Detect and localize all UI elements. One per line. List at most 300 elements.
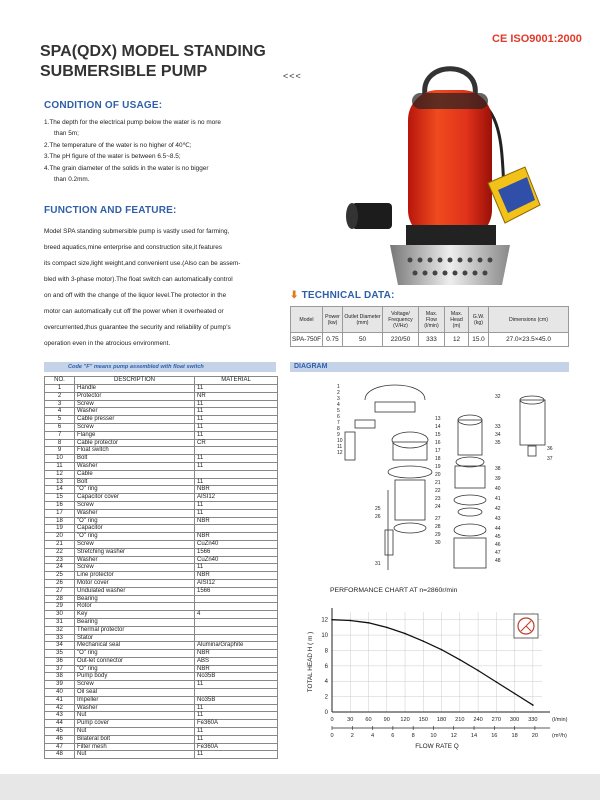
table-row	[45, 751, 278, 759]
cell: 11	[45, 462, 75, 470]
table-row	[45, 462, 278, 470]
diagram-part-label: 5	[337, 408, 340, 414]
cell: Screw	[75, 540, 195, 548]
cell: Screw	[75, 423, 195, 431]
cell: 4	[195, 611, 278, 619]
unit-label-lmin: (l/min)	[552, 717, 568, 723]
cell: Bolt	[75, 478, 195, 486]
cell: 11	[195, 400, 278, 408]
cell: 14	[45, 486, 75, 494]
diagram-heading: DIAGRAM	[290, 362, 569, 372]
table-row	[45, 533, 278, 541]
cell: 32	[45, 626, 75, 634]
cell: 31	[45, 618, 75, 626]
diagram-part-label: 44	[495, 526, 501, 532]
diagram-part-label: 25	[375, 506, 381, 512]
cell: 1566	[195, 587, 278, 595]
table-row	[45, 603, 278, 611]
cell: 35	[45, 650, 75, 658]
diagram-part-label: 34	[495, 432, 501, 438]
diagram-part-label: 43	[495, 516, 501, 522]
x-tick-label: 330	[528, 717, 538, 723]
table-row	[45, 447, 278, 455]
cell: Screw	[75, 400, 195, 408]
cell: 11	[195, 423, 278, 431]
cell: Nut	[75, 712, 195, 720]
cell: 27.0×23.5×45.0	[489, 333, 569, 347]
function-line: bled with 3-phase motor).The float switch can automatically control	[44, 276, 233, 283]
cell: Nut	[75, 728, 195, 736]
cell: 2	[45, 392, 75, 400]
table-row	[45, 704, 278, 712]
diagram-part-label: 15	[435, 432, 441, 438]
x-tick-label: 0	[330, 717, 334, 723]
table-row	[45, 408, 278, 416]
cell: 29	[45, 603, 75, 611]
function-line: motor can automatically cut off the power when it overheated or	[44, 308, 224, 315]
cell: 6	[45, 423, 75, 431]
data-point	[514, 693, 516, 695]
cell	[195, 626, 278, 634]
cell: 25	[45, 572, 75, 580]
cell: Bearing	[75, 618, 195, 626]
cell: CuZn40	[195, 556, 278, 564]
cell: 11	[195, 735, 278, 743]
table-row	[45, 673, 278, 681]
data-point	[331, 619, 333, 621]
table-row	[45, 626, 278, 634]
x-tick-label-m3h: 12	[450, 733, 457, 739]
diagram-part-label: 8	[337, 426, 340, 432]
col-header: Power (kw)	[323, 307, 343, 333]
table-row	[45, 595, 278, 603]
table-row	[45, 634, 278, 642]
cell: Alumina/Graphite	[195, 642, 278, 650]
cell: 45	[45, 728, 75, 736]
cell: "O" ring	[75, 650, 195, 658]
cell: 19	[45, 525, 75, 533]
x-tick-label: 210	[455, 717, 465, 723]
cell: Stator	[75, 634, 195, 642]
cell: 18	[45, 517, 75, 525]
table-row	[45, 696, 278, 704]
cell: 11	[195, 478, 278, 486]
diagram-part-label: 7	[337, 420, 340, 426]
diagram-part-label: 32	[495, 394, 501, 400]
cell: 23	[45, 556, 75, 564]
data-point	[386, 627, 388, 629]
x-tick-label: 270	[491, 717, 502, 723]
function-line: breed aquatics,mine enterprise and construction site,it features	[44, 244, 222, 251]
parts-table	[44, 376, 278, 759]
data-point	[349, 620, 351, 622]
cell: 11	[195, 462, 278, 470]
diagram-part-label: 28	[435, 524, 441, 530]
cell: 11	[195, 416, 278, 424]
table-row	[45, 517, 278, 525]
cell	[195, 595, 278, 603]
cell: 37	[45, 665, 75, 673]
diagram-part-label: 40	[495, 486, 501, 492]
diagram-part-label: 41	[495, 496, 501, 502]
cell: 27	[45, 587, 75, 595]
cell	[195, 447, 278, 455]
y-tick-label: 2	[324, 694, 328, 701]
diagram-part-label: 31	[375, 561, 381, 567]
col-header: Dimensions (cm)	[489, 307, 569, 333]
cell: 16	[45, 501, 75, 509]
cell: 33	[45, 634, 75, 642]
cell: 38	[45, 673, 75, 681]
x-tick-label-m3h: 14	[470, 733, 478, 739]
cell: 30	[45, 611, 75, 619]
table-row	[45, 392, 278, 400]
cell: 11	[195, 704, 278, 712]
cell: Line protector	[75, 572, 195, 580]
cell: 22	[45, 548, 75, 556]
cell: Capacitor cover	[75, 494, 195, 502]
cell: 20	[45, 533, 75, 541]
diagram-part-label: 45	[495, 534, 501, 540]
cell: 7	[45, 431, 75, 439]
arrow-down-icon: ⬇	[290, 290, 299, 301]
function-line: operation even in the atrocious environment.	[44, 340, 171, 347]
diagram-part-label: 11	[337, 444, 343, 450]
table-row	[45, 548, 278, 556]
data-point	[441, 649, 443, 651]
cell: 39	[45, 681, 75, 689]
table-row	[45, 385, 278, 393]
table-row	[45, 587, 278, 595]
cell: ABS	[195, 657, 278, 665]
cell: CuZn40	[195, 540, 278, 548]
diagram-part-label: 27	[435, 516, 441, 522]
cell: 12	[45, 470, 75, 478]
table-row	[45, 728, 278, 736]
condition-heading: CONDITION OF USAGE:	[44, 100, 163, 111]
cell	[195, 470, 278, 478]
cell: 5	[45, 416, 75, 424]
y-tick-label: 4	[324, 679, 328, 686]
diagram-part-label: 16	[435, 440, 441, 446]
table-row	[45, 486, 278, 494]
y-tick-label: 6	[324, 663, 328, 670]
function-heading: FUNCTION AND FEATURE:	[44, 205, 177, 216]
table-row	[45, 720, 278, 728]
cell: "O" ring	[75, 517, 195, 525]
cell: 42	[45, 704, 75, 712]
cell: 11	[195, 385, 278, 393]
tech-heading-label: TECHNICAL DATA:	[301, 290, 395, 301]
table-row	[45, 439, 278, 447]
cell	[195, 618, 278, 626]
diagram-part-label: 3	[337, 396, 340, 402]
table-row	[45, 494, 278, 502]
cell: Cable	[75, 470, 195, 478]
diagram-part-label: 18	[435, 456, 441, 462]
table-header-row	[45, 377, 278, 385]
table-row	[45, 735, 278, 743]
cell: 3	[45, 400, 75, 408]
cell: 11	[195, 408, 278, 416]
pump-product-image	[330, 55, 570, 290]
x-tick-label: 240	[473, 717, 483, 723]
cell	[195, 634, 278, 642]
table-row	[45, 642, 278, 650]
cell: AISI12	[195, 579, 278, 587]
technical-data-table	[290, 306, 569, 347]
table-row	[45, 400, 278, 408]
cell: Protector	[75, 392, 195, 400]
cell: 11	[195, 712, 278, 720]
cell: 48	[45, 751, 75, 759]
cell: Washer	[75, 462, 195, 470]
cell: Screw	[75, 681, 195, 689]
cell: Rotor	[75, 603, 195, 611]
diagram-part-label: 46	[495, 542, 501, 548]
diagram-part-label: 20	[435, 472, 441, 478]
cell: 11	[195, 501, 278, 509]
cell	[195, 603, 278, 611]
condition-item: than 5m;	[54, 130, 79, 138]
cell: 4	[45, 408, 75, 416]
cell: "O" ring	[75, 533, 195, 541]
table-row	[45, 611, 278, 619]
diagram-part-label: 1	[337, 384, 340, 390]
y-axis-label: TOTAL HEAD H ( m )	[307, 631, 314, 693]
cell: 40	[45, 689, 75, 697]
diagram-part-label: 23	[435, 496, 441, 502]
cell: 21	[45, 540, 75, 548]
cell: Cable presser	[75, 416, 195, 424]
cell: Nut	[75, 751, 195, 759]
certification-badge: CE ISO9001:2000	[492, 33, 582, 45]
cell: No35B	[195, 673, 278, 681]
cell: Impeller	[75, 696, 195, 704]
diagram-part-label: 48	[495, 558, 501, 564]
table-row	[45, 416, 278, 424]
cell: Mechanical seal	[75, 642, 195, 650]
cell: 47	[45, 743, 75, 751]
function-line: its compact size,light weight,and convenient use.(Also can be assem-	[44, 260, 241, 267]
diagram-part-label: 19	[435, 464, 441, 470]
cell: NBR	[195, 533, 278, 541]
cell: Fe360A	[195, 720, 278, 728]
cell: Out-let connector	[75, 657, 195, 665]
cell: Pump cover	[75, 720, 195, 728]
table-row	[45, 509, 278, 517]
cell: Filter mesh	[75, 743, 195, 751]
condition-item: 1.The depth for the electrical pump below the water is no more	[44, 119, 221, 126]
cell: 8	[45, 439, 75, 447]
series-line	[332, 620, 533, 705]
cell: Flange	[75, 431, 195, 439]
cell: 28	[45, 595, 75, 603]
cell: Key	[75, 611, 195, 619]
cell: "O" ring	[75, 665, 195, 673]
table-row	[45, 689, 278, 697]
diagram-part-label: 42	[495, 506, 501, 512]
cell: 24	[45, 564, 75, 572]
cell: 11	[195, 728, 278, 736]
cell: 1	[45, 385, 75, 393]
cell: 220/50	[383, 333, 419, 347]
cell: Pump body	[75, 673, 195, 681]
x-tick-label-m3h: 18	[511, 733, 518, 739]
x-tick-label-m3h: 6	[391, 733, 395, 739]
cell: Float switch	[75, 447, 195, 455]
col-header: Outlet Diameter (mm)	[343, 307, 383, 333]
cell: NBR	[195, 486, 278, 494]
y-tick-label: 8	[324, 648, 328, 655]
diagram-part-label: 30	[435, 540, 441, 546]
x-tick-label: 300	[509, 717, 520, 723]
x-tick-label: 60	[365, 717, 372, 723]
diagram-part-label: 17	[435, 448, 441, 454]
diagram-part-label: 14	[435, 424, 441, 430]
diagram-part-label: 12	[337, 450, 343, 456]
data-point	[459, 659, 461, 661]
nav-arrows: <<<	[283, 71, 302, 81]
table-row	[45, 650, 278, 658]
cell: 9	[45, 447, 75, 455]
cell: Washer	[75, 408, 195, 416]
diagram-part-label: 33	[495, 424, 501, 430]
x-tick-label: 90	[383, 717, 390, 723]
tech-heading	[290, 290, 395, 301]
table-header-row	[291, 307, 569, 333]
x-axis-label: FLOW RATE Q	[415, 743, 459, 750]
cell: 26	[45, 579, 75, 587]
data-point	[423, 640, 425, 642]
table-row	[45, 564, 278, 572]
cell: Bolt	[75, 455, 195, 463]
col-header: Max. Flow (l/min)	[419, 307, 445, 333]
diagram-part-label: 21	[435, 480, 441, 486]
diagram-part-label: 29	[435, 532, 441, 538]
table-row	[45, 470, 278, 478]
col-header: NO.	[45, 377, 75, 385]
cell: 11	[195, 681, 278, 689]
cell: Washer	[75, 704, 195, 712]
table-row	[45, 455, 278, 463]
x-tick-label: 30	[347, 717, 354, 723]
data-point	[368, 622, 370, 624]
data-point	[404, 633, 406, 635]
function-text	[44, 224, 294, 352]
diagram-part-label: 39	[495, 476, 501, 482]
cell: 34	[45, 642, 75, 650]
x-tick-label: 180	[436, 717, 447, 723]
cell: 0.75	[323, 333, 343, 347]
diagram-part-label: 6	[337, 414, 340, 420]
table-row	[45, 501, 278, 509]
cell: 1566	[195, 548, 278, 556]
x-tick-label: 150	[418, 717, 428, 723]
cell: Handle	[75, 385, 195, 393]
condition-item: 4.The grain diameter of the solids in the water is no bigger	[44, 164, 209, 172]
table-row	[45, 743, 278, 751]
title-line-1: SPA(QDX) MODEL STANDING	[40, 43, 266, 60]
cell: Screw	[75, 501, 195, 509]
cell: Washer	[75, 509, 195, 517]
col-header: G.W. (kg)	[469, 307, 489, 333]
condition-item: 2.The temperature of the water is no higher of 40℃;	[44, 141, 192, 149]
condition-item: 3.The pH figure of the water is between 6.5~8.5;	[44, 153, 181, 161]
y-tick-label: 10	[321, 633, 328, 640]
diagram-part-label: 47	[495, 550, 501, 556]
cell: SPA-750F	[291, 333, 323, 347]
condition-item: than 0.2mm.	[54, 176, 90, 184]
cell: NBR	[195, 665, 278, 673]
cell	[195, 525, 278, 533]
cell: Screw	[75, 564, 195, 572]
diagram-part-label: 22	[435, 488, 441, 494]
cell: Thermal protector	[75, 626, 195, 634]
table-row	[291, 333, 569, 347]
cell	[195, 689, 278, 697]
data-point	[496, 681, 498, 683]
cell: 50	[343, 333, 383, 347]
cell: Stretching washer	[75, 548, 195, 556]
table-row	[45, 540, 278, 548]
cell: Motor cover	[75, 579, 195, 587]
y-tick-label: 0	[324, 710, 328, 716]
unit-label-m3h: (m³/h)	[552, 733, 567, 739]
cell: Capacitor	[75, 525, 195, 533]
cell: "O" ring	[75, 486, 195, 494]
cell: 17	[45, 509, 75, 517]
cell: Bilateral bolt	[75, 735, 195, 743]
footer-bar	[0, 774, 600, 800]
cell: 11	[195, 431, 278, 439]
exploded-diagram	[335, 380, 560, 575]
cell: NBR	[195, 572, 278, 580]
function-line: overcurrented,thus guarantee the security and reliability of pump's	[44, 324, 231, 331]
col-header: DESCRIPTION	[75, 377, 195, 385]
table-row	[45, 665, 278, 673]
cell: Undulated washer	[75, 587, 195, 595]
cell: NBR	[195, 517, 278, 525]
code-note: Code "F" means pump assembled with float switch	[44, 362, 276, 372]
cell: 36	[45, 657, 75, 665]
table-row	[45, 579, 278, 587]
title-line-2: SUBMERSIBLE PUMP	[40, 63, 208, 80]
cell: 12	[445, 333, 469, 347]
cell: 11	[195, 455, 278, 463]
x-tick-label-m3h: 2	[350, 733, 354, 739]
function-line: on and off with the change of the liquor level.The protector in the	[44, 292, 227, 299]
diagram-part-label: 10	[337, 438, 343, 444]
cell: 46	[45, 735, 75, 743]
cell: 333	[419, 333, 445, 347]
cell: 44	[45, 720, 75, 728]
diagram-part-label: 38	[495, 466, 501, 472]
cell: NBR	[195, 650, 278, 658]
table-row	[45, 657, 278, 665]
col-header: Voltage/ Frequency (V/Hz)	[383, 307, 419, 333]
diagram-part-label: 9	[337, 432, 340, 438]
x-tick-label-m3h: 10	[430, 733, 437, 739]
cell: CR	[195, 439, 278, 447]
page-title	[40, 42, 300, 82]
cell: Cable protector	[75, 439, 195, 447]
col-header: MATERIAL	[195, 377, 278, 385]
y-tick-label: 12	[321, 617, 328, 624]
cell: Washer	[75, 556, 195, 564]
diagram-part-label: 36	[547, 446, 553, 452]
cell: No35B	[195, 696, 278, 704]
